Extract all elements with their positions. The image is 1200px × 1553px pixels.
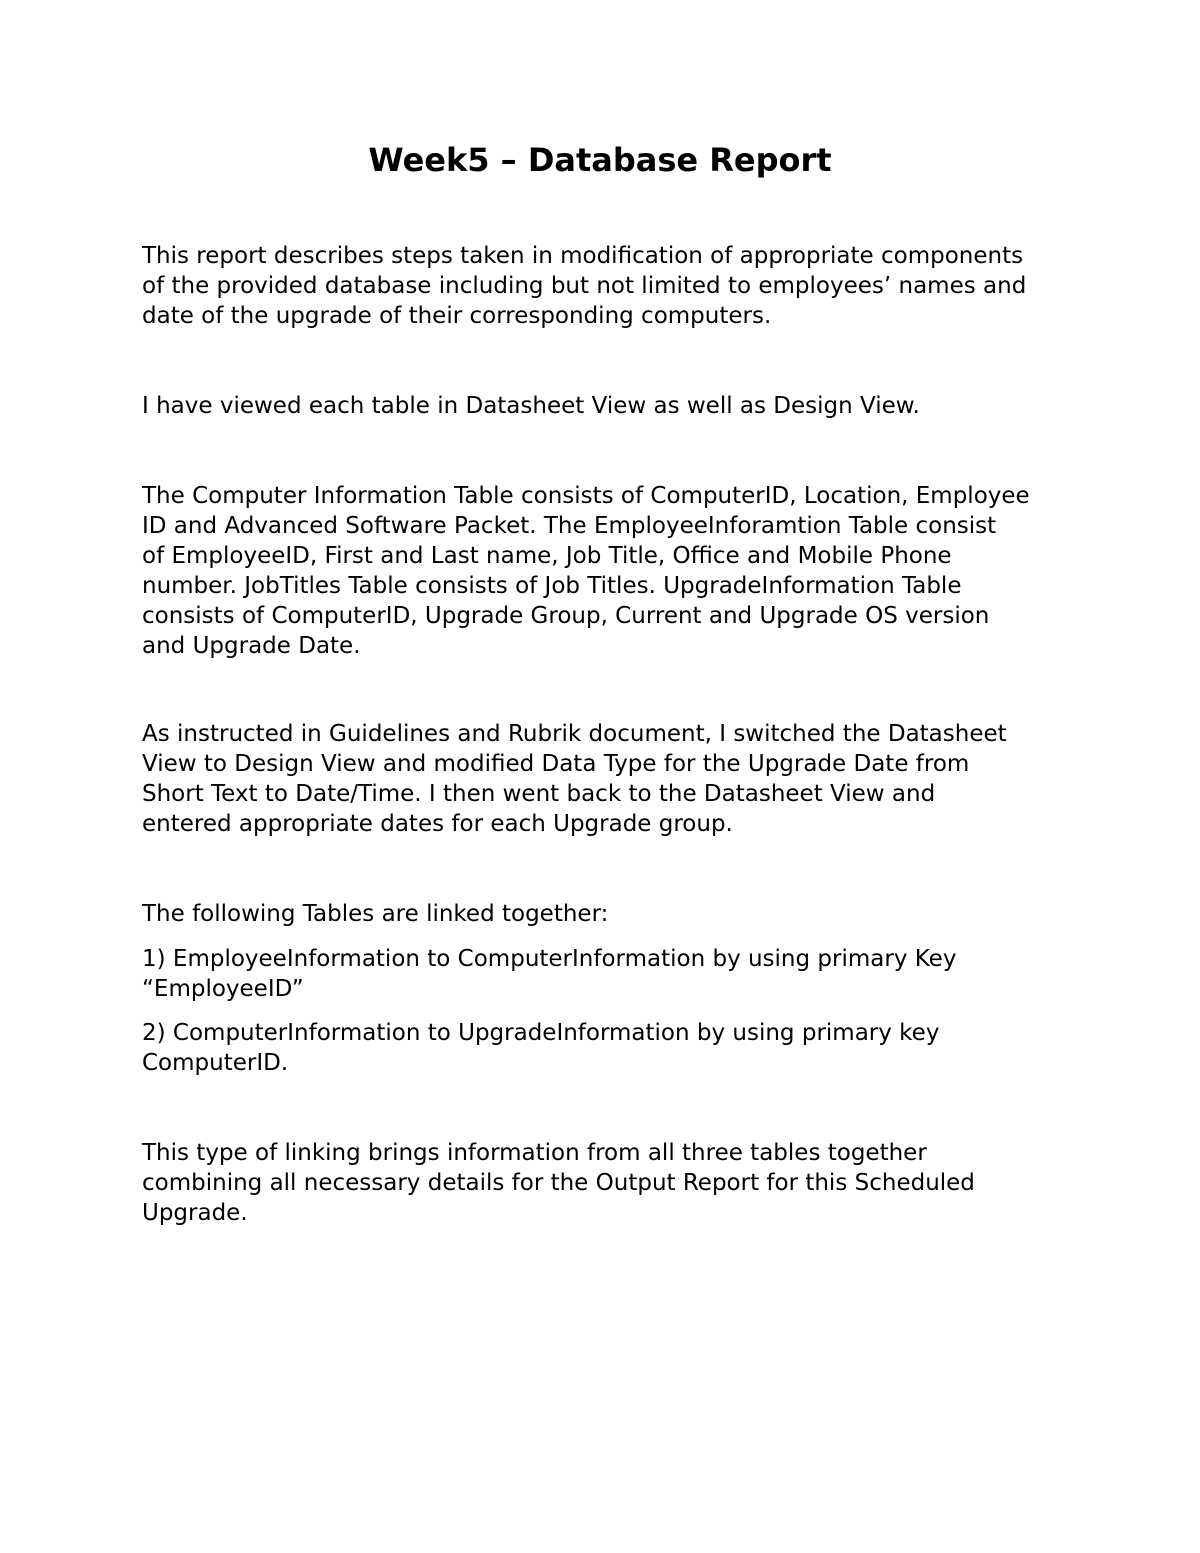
page-title: Week5 – Database Report [368, 141, 832, 179]
text-line: number. JobTitles Table consists of Job Titles. UpgradeInformation Table [142, 573, 962, 599]
modification-paragraph [142, 719, 1072, 839]
views-paragraph [142, 391, 1072, 421]
text-line: entered appropriate dates for each Upgrade group. [142, 811, 733, 837]
text-line: The following Tables are linked together: [142, 901, 609, 927]
text-line: combining all necessary details for the Output Report for this Scheduled [142, 1170, 975, 1196]
text-line: The Computer Information Table consists of ComputerID, Location, Employee [142, 483, 1030, 509]
text-line: of the provided database including but not limited to employees’ names and [142, 273, 1027, 299]
text-line: date of the upgrade of their corresponding computers. [142, 303, 772, 329]
text-line: This report describes steps taken in modification of appropriate components [142, 243, 1024, 269]
text-line: This type of linking brings information from all three tables together [142, 1140, 927, 1166]
text-line: 1) EmployeeInformation to ComputerInformation by using primary Key [142, 946, 957, 972]
text-line: I have viewed each table in Datasheet View as well as Design View. [142, 393, 920, 419]
tables-description-paragraph [142, 481, 1072, 661]
linked-tables-intro [142, 899, 1072, 929]
text-line: and Upgrade Date. [142, 633, 361, 659]
intro-paragraph [142, 241, 1072, 331]
text-line: Short Text to Date/Time. I then went back to the Datasheet View and [142, 781, 936, 807]
text-line: consists of ComputerID, Upgrade Group, Current and Upgrade OS version [142, 603, 990, 629]
text-line: “EmployeeID” [142, 976, 304, 1002]
link-item-2 [142, 1018, 1072, 1078]
text-line: View to Design View and modified Data Type for the Upgrade Date from [142, 751, 970, 777]
text-line: ComputerID. [142, 1050, 289, 1076]
text-line: ID and Advanced Software Packet. The EmployeeInforamtion Table consist [142, 513, 997, 539]
text-line: 2) ComputerInformation to UpgradeInformation by using primary key [142, 1020, 940, 1046]
text-line: of EmployeeID, First and Last name, Job Title, Office and Mobile Phone [142, 543, 952, 569]
text-line: As instructed in Guidelines and Rubrik document, I switched the Datasheet [142, 721, 1007, 747]
link-item-1 [142, 944, 1072, 1004]
text-line: Upgrade. [142, 1200, 248, 1226]
conclusion-paragraph [142, 1138, 1072, 1228]
